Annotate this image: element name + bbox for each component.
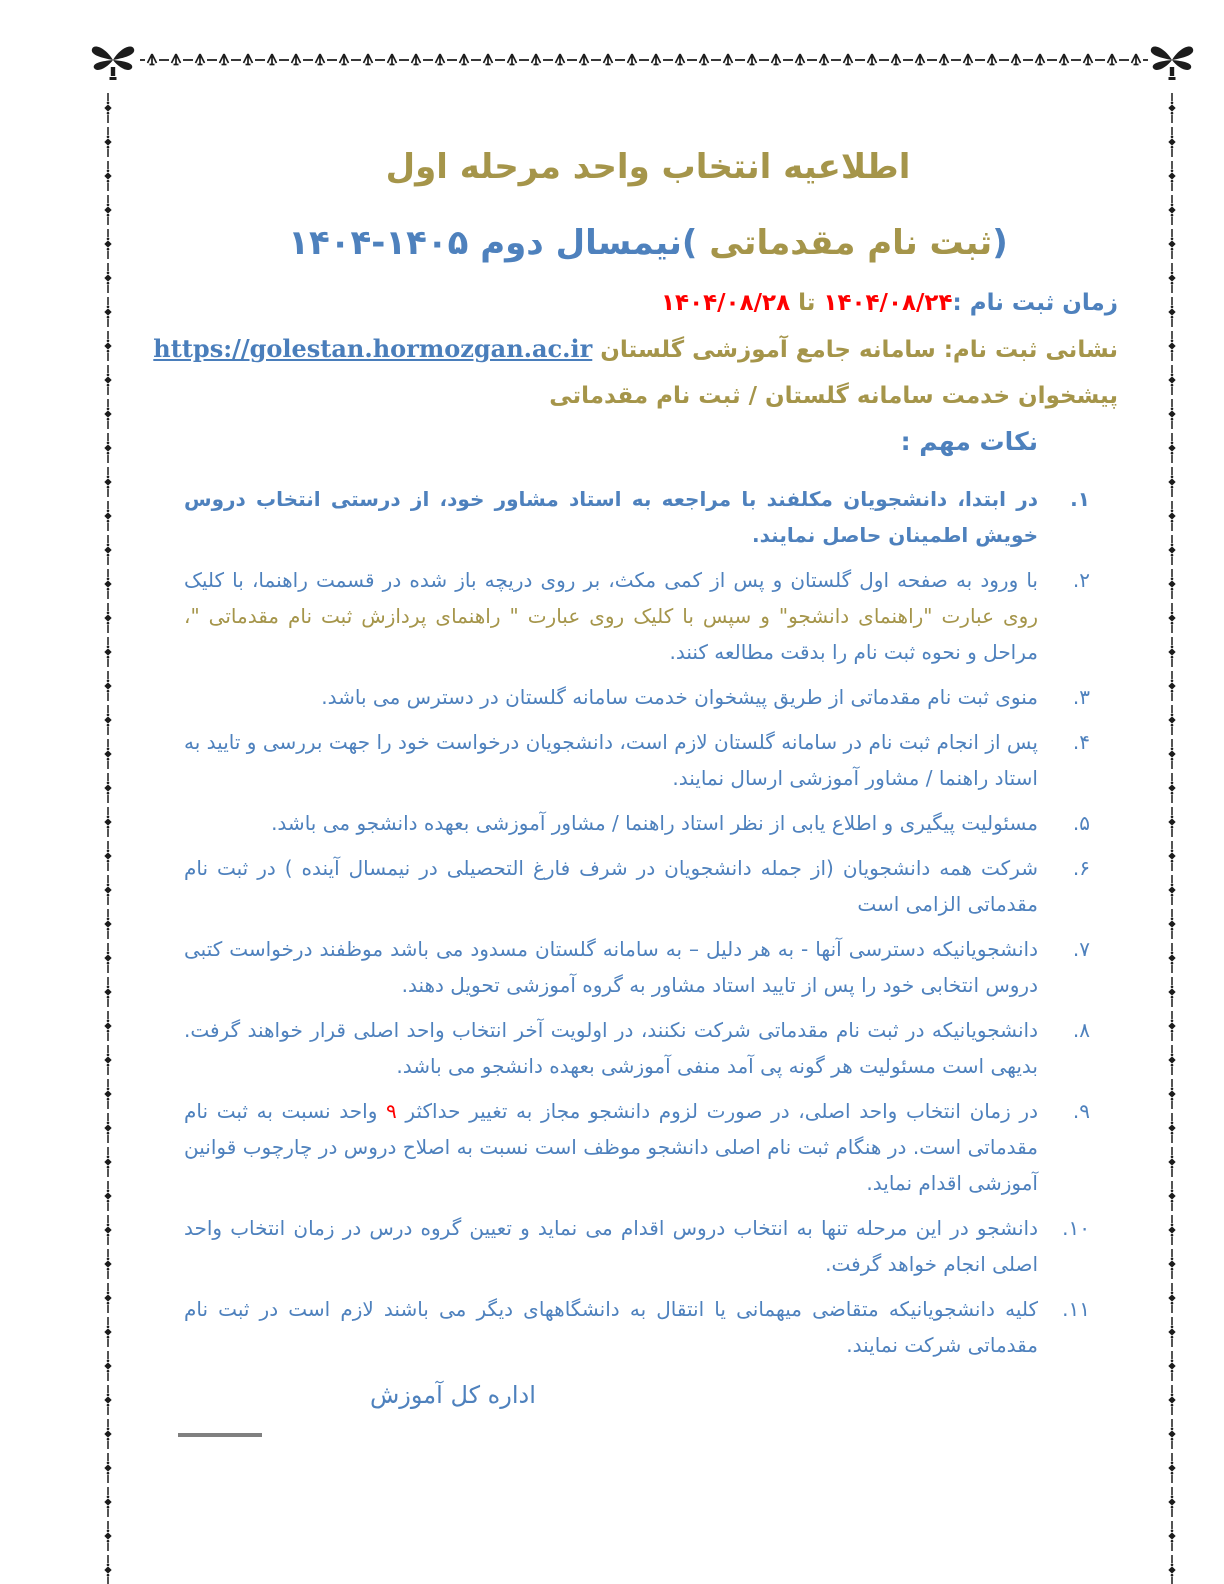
registration-time-line [178, 280, 1118, 326]
text-run: دانشجویانیکه در ثبت نام مقدماتی شرکت نکنند، در اولویت آخر انتخاب واحد اصلی قرار خواهند گرفت. بدیهی است مسئولیت هر گونه پی آمد منفی آموزشی بعهده دانشجو می باشد. [184, 1018, 1038, 1078]
list-item-number: ۳. [1072, 685, 1090, 709]
list-item [178, 724, 1090, 796]
text-run: شرکت همه دانشجویان (از جمله دانشجویان در شرف فارغ التحصیلی در نیمسال آینده ) در ثبت نام مقدماتی الزامی است [184, 856, 1038, 916]
list-item-number: ۷. [1072, 937, 1090, 961]
list-item-text [178, 562, 1038, 670]
list-item-text [178, 931, 1038, 1003]
text-run: در ابتدا، دانشجویان مکلفند با مراجعه به استاد مشاور خود، از درستی انتخاب دروس خویش اطمینان حاصل نمایند. [184, 487, 1038, 547]
text-run: زمان ثبت نام : [952, 290, 1118, 316]
document-page [153, 118, 1118, 1437]
list-item-number: ۲. [1072, 568, 1090, 592]
list-item-number: ۱۰. [1062, 1216, 1090, 1240]
text-run: ثبت نام مقدماتی [697, 223, 993, 263]
list-item-text [178, 481, 1038, 553]
text-run: مسئولیت پیگیری و اطلاع یابی از نظر استاد راهنما / مشاور آموزشی بعهده دانشجو می باشد. [271, 811, 1038, 835]
notes-list [178, 481, 1090, 1363]
list-item-number: ۱۱. [1062, 1297, 1090, 1321]
list-item [178, 931, 1090, 1003]
text-run: کلیه دانشجویانیکه متقاضی میهمانی یا انتقال به دانشگاههای دیگر می باشند لازم است در ثبت نام مقدماتی شرکت نمایند. [184, 1297, 1038, 1357]
list-item [178, 1210, 1090, 1282]
list-item-text [178, 1291, 1038, 1363]
golestan-url-link[interactable]: https://golestan.hormozgan.ac.ir [153, 334, 593, 363]
list-item-number: ۶. [1072, 856, 1090, 880]
text-run: ۱۴۰۴/۰۸/۲۴ [823, 290, 953, 316]
text-run: با ورود به صفحه اول گلستان و پس از کمی مکث، بر روی دریچه باز شده در قسمت راهنما، با کلیک [184, 568, 1038, 592]
list-item [178, 850, 1090, 922]
page-subtitle [178, 218, 1118, 268]
text-run: دانشجویانیکه دسترسی آنها - به هر دلیل – به سامانه گلستان مسدود می باشد موظفند درخواست کتبی دروس انتخابی خود را پس از تایید استاد مشاور به گروه آموزشی تحویل دهند. [184, 937, 1038, 997]
text-run: ۱۴۰۴/۰۸/۲۸ [661, 290, 791, 316]
text-run: پس از انجام ثبت نام در سامانه گلستان لازم است، دانشجویان درخواست خود را جهت بررسی و تایید به استاد راهنما / مشاور آموزشی ارسال نمایند. [184, 730, 1038, 790]
registration-address-line2: پیشخوان خدمت سامانه گلستان / ثبت نام مقدماتی [549, 383, 1118, 409]
text-run: )نیمسال دوم ۱۴۰۵-۱۴۰۴ [288, 223, 698, 263]
list-item [178, 1093, 1090, 1201]
list-item-text [178, 1210, 1038, 1282]
list-item-number: ۱. [1070, 487, 1090, 511]
text-run: نشانی ثبت نام: سامانه جامع آموزشی گلستان [592, 337, 1118, 363]
text-run: در زمان انتخاب واحد اصلی، در صورت لزوم دانشجو مجاز به تغییر حداکثر [396, 1099, 1038, 1123]
list-item-text [178, 679, 1038, 715]
list-item [178, 1012, 1090, 1084]
list-item-text [178, 1012, 1038, 1084]
list-item [178, 679, 1090, 715]
text-run: ( [992, 223, 1008, 263]
list-item-text [178, 805, 1038, 841]
list-item-text [178, 850, 1038, 922]
signature: اداره کل آموزش [370, 1381, 536, 1409]
list-item-number: ۵. [1072, 811, 1090, 835]
text-run: واحد نسبت به ثبت نام مقدماتی است. در هنگام ثبت نام اصلی دانشجو موظف است نسبت به اصلاح دروس در چارچوب قوانین آموزشی اقدام نماید. [184, 1099, 1038, 1195]
list-item [178, 562, 1090, 670]
list-item [178, 481, 1090, 553]
footnote-separator-line [178, 1433, 262, 1437]
text-run: مراحل و نحوه ثبت نام را بدقت مطالعه کنند. [669, 640, 1038, 664]
list-item [178, 805, 1090, 841]
registration-address-line [153, 326, 1118, 373]
important-notes-heading: نکات مهم : [900, 427, 1038, 456]
list-item-number: ۹. [1072, 1099, 1090, 1123]
list-item-number: ۸. [1072, 1018, 1090, 1042]
list-item-text [178, 1093, 1038, 1201]
list-item-text [178, 724, 1038, 796]
text-run: ۹ [386, 1099, 397, 1123]
text-run: دانشجو در این مرحله تنها به انتخاب دروس اقدام می نماید و تعیین گروه درس در زمان انتخاب واحد اصلی انجام خواهد گرفت. [184, 1216, 1038, 1276]
text-run: منوی ثبت نام مقدماتی از طریق پیشخوان خدمت سامانه گلستان در دسترس می باشد. [321, 685, 1038, 709]
text-run: روی عبارت "راهنمای دانشجو" و سپس با کلیک روی عبارت " راهنمای پردازش ثبت نام مقدماتی "، [184, 604, 1038, 628]
page-title: اطلاعیه انتخاب واحد مرحله اول [385, 147, 911, 187]
text-run: تا [790, 290, 824, 316]
list-item [178, 1291, 1090, 1363]
list-item-number: ۴. [1072, 730, 1090, 754]
